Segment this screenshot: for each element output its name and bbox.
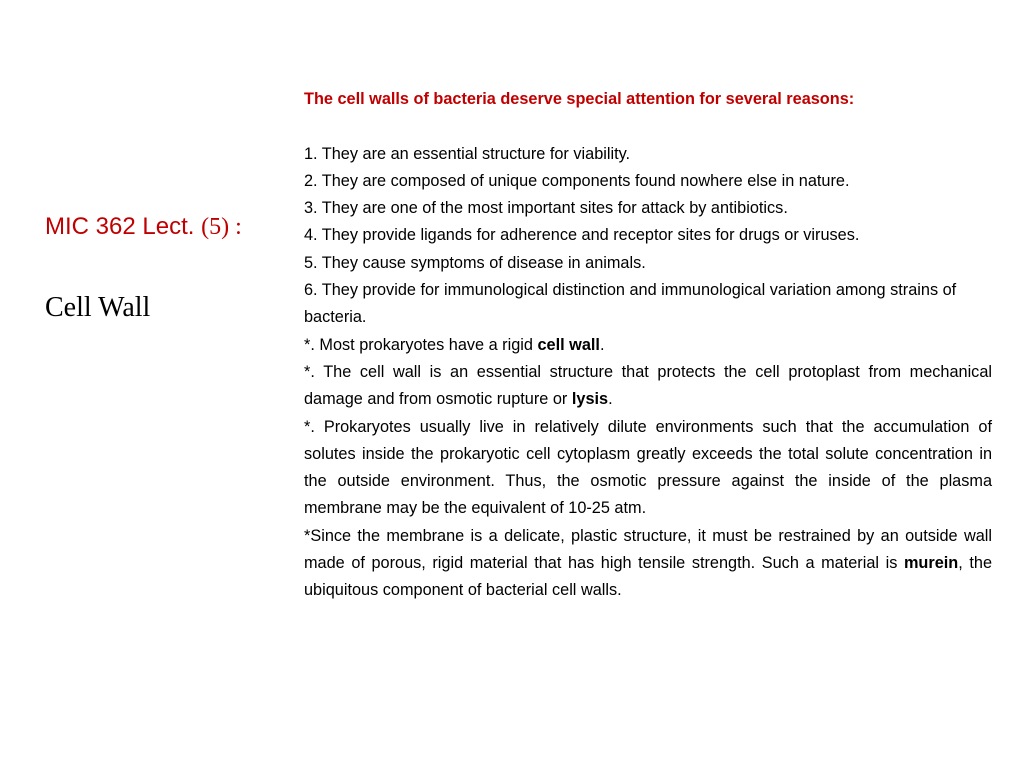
- reason-item: 3. They are one of the most important sites for attack by antibiotics.: [304, 199, 788, 218]
- reason-item: 4. They provide ligands for adherence and receptor sites for drugs or viruses.: [304, 226, 860, 245]
- reason-item: 6. They provide for immunological distinction and immunological variation among strains of bacteria.: [304, 281, 957, 327]
- slide-title-block: [45, 208, 295, 326]
- note-osmotic-pressure: *. Prokaryotes usually live in relatively dilute environments such that the accumulation of solutes inside the prokaryotic cell cytoplasm greatly exceeds the total solute concentration in the outside environment. Thus, the osmotic pressure against the inside of the plasma membrane may be the equivalent of 10-25 atm.: [304, 417, 992, 518]
- note-text: *. Most prokaryotes have a rigid: [304, 335, 538, 354]
- note-text: *. The cell wall is an essential structure that protects the cell protoplast from mechanical damage and from osmotic rupture or: [304, 362, 992, 409]
- lecture-number: (5) :: [201, 214, 242, 240]
- course-code: MIC 362 Lect.: [45, 213, 202, 240]
- note-bold-term: cell wall: [537, 335, 600, 354]
- reason-item: 5. They cause symptoms of disease in animals.: [304, 253, 646, 272]
- note-murein: [304, 523, 992, 605]
- spacer: [304, 113, 992, 140]
- note-protects-protoplast: [304, 359, 992, 414]
- note-bold-term: lysis: [571, 390, 609, 409]
- slide-body: [304, 86, 992, 605]
- topic-title: Cell Wall: [45, 292, 151, 323]
- note-text: .: [608, 390, 613, 409]
- note-rigid-cell-wall: [304, 332, 992, 359]
- lecture-title: [45, 208, 295, 246]
- note-text: .: [599, 335, 605, 354]
- note-text: , the ubiquitous component of bacterial cell walls.: [304, 554, 992, 600]
- reason-item: 2. They are composed of unique components found nowhere else in nature.: [304, 171, 850, 190]
- note-bold-term: murein: [903, 554, 959, 573]
- note-text: *Since the membrane is a delicate, plastic structure, it must be restrained by an outside wall made of porous, rigid material that has high tensile strength. Such a material is: [304, 526, 992, 573]
- body-heading: The cell walls of bacteria deserve special attention for several reasons:: [304, 90, 855, 108]
- reason-item: 1. They are an essential structure for viability.: [304, 144, 631, 163]
